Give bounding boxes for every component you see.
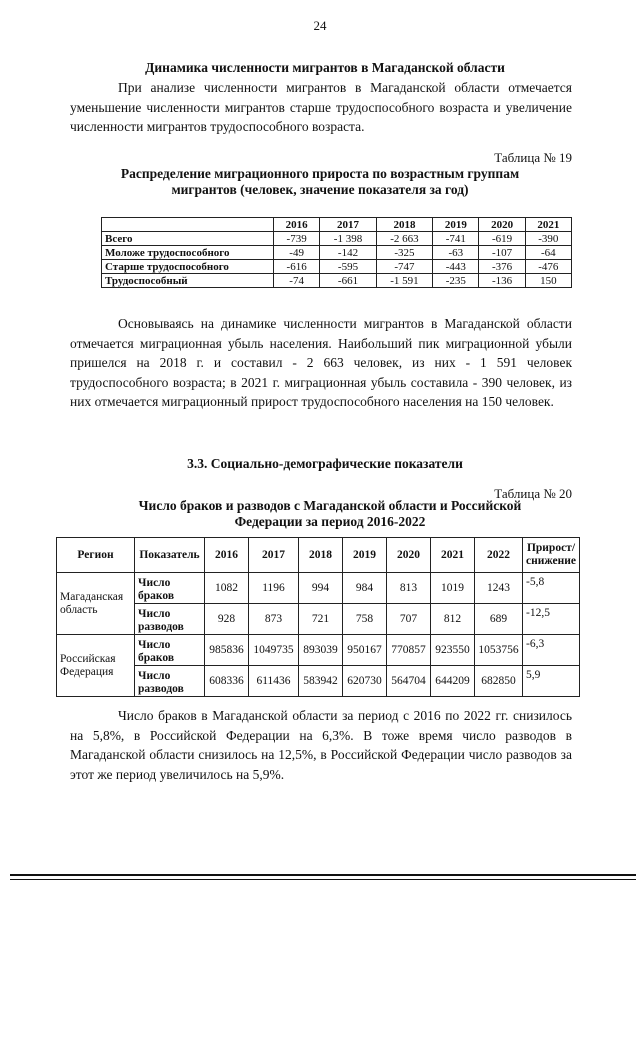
table-cell: 994 — [299, 573, 343, 604]
table-row — [57, 604, 580, 635]
marriage-divorce-table — [56, 537, 580, 697]
table-cell: 564704 — [386, 666, 430, 697]
table-cell: -741 — [433, 232, 479, 246]
table-cell: 984 — [343, 573, 387, 604]
table-header-row — [102, 218, 572, 232]
header-empty-cell — [102, 218, 274, 232]
table-cell: 721 — [299, 604, 343, 635]
indicator-cell: Число разводов — [135, 666, 205, 697]
header-change: Прирост/ снижение — [522, 538, 579, 573]
table-19-title: Распределение миграционного прироста по возрастным группам мигрантов (человек, значение показателя за год) — [120, 166, 520, 197]
table-row — [102, 260, 572, 274]
indicator-cell: Число разводов — [135, 604, 205, 635]
indicator-cell: Число браков — [135, 635, 205, 666]
table-cell: 1082 — [205, 573, 249, 604]
header-year: 2017 — [320, 218, 376, 232]
table-cell: -49 — [274, 246, 320, 260]
migration-table — [101, 217, 572, 288]
table-cell: -390 — [525, 232, 571, 246]
change-cell: 5,9 — [522, 666, 579, 697]
table-cell: 873 — [248, 604, 298, 635]
table-row — [57, 635, 580, 666]
change-cell: -12,5 — [522, 604, 579, 635]
header-year: 2018 — [376, 218, 432, 232]
table-row — [102, 232, 572, 246]
table-19-caption: Таблица № 19 — [494, 150, 572, 165]
header-year: 2017 — [248, 538, 298, 573]
table-cell: 928 — [205, 604, 249, 635]
footer-rule-thin — [10, 879, 636, 880]
table-cell: 620730 — [343, 666, 387, 697]
table-20-caption: Таблица № 20 — [494, 486, 572, 501]
table-cell: 583942 — [299, 666, 343, 697]
table-cell: -619 — [479, 232, 525, 246]
table-cell: -136 — [479, 274, 525, 288]
header-year: 2018 — [299, 538, 343, 573]
header-year: 2021 — [525, 218, 571, 232]
table-cell: 950167 — [343, 635, 387, 666]
table-cell: -443 — [433, 260, 479, 274]
paragraph-migration-analysis: Основываясь на динамике численности мигрантов в Магаданской области отмечается миграционная убыль населения. Наибольший пик миграционной убыли пришелся на 2018 г. и составил - 2 663 человек, из них - 1 591 человек трудоспособного возраста; в 2021 г. миграционная убыль составила - 390 человек, из них отмечается миграционный прирост трудоспособного населения на 150 человек. — [70, 316, 572, 409]
header-year: 2016 — [205, 538, 249, 573]
row-label: Трудоспособный — [102, 274, 274, 288]
table-cell: -376 — [479, 260, 525, 274]
region-cell: Магаданская область — [57, 573, 135, 635]
table-cell: -63 — [433, 246, 479, 260]
table-cell: -747 — [376, 260, 432, 274]
table-cell: -739 — [274, 232, 320, 246]
table-row — [102, 274, 572, 288]
table-cell: -142 — [320, 246, 376, 260]
header-year: 2021 — [430, 538, 474, 573]
table-cell: -616 — [274, 260, 320, 274]
table-cell: 611436 — [248, 666, 298, 697]
header-year: 2019 — [433, 218, 479, 232]
change-cell: -6,3 — [522, 635, 579, 666]
table-cell: -64 — [525, 246, 571, 260]
row-label: Старше трудоспособного — [102, 260, 274, 274]
region-cell: Российская Федерация — [57, 635, 135, 697]
header-year: 2020 — [386, 538, 430, 573]
section-heading-social-demographic: 3.3. Социально-демографические показатели — [187, 456, 463, 471]
row-label: Всего — [102, 232, 274, 246]
table-cell: 608336 — [205, 666, 249, 697]
header-indicator: Показатель — [135, 538, 205, 573]
table-cell: -74 — [274, 274, 320, 288]
table-cell: 813 — [386, 573, 430, 604]
table-cell: 1049735 — [248, 635, 298, 666]
table-cell: -595 — [320, 260, 376, 274]
table-cell: -2 663 — [376, 232, 432, 246]
table-cell: -107 — [479, 246, 525, 260]
table-cell: 923550 — [430, 635, 474, 666]
table-cell: -235 — [433, 274, 479, 288]
table-cell: -1 398 — [320, 232, 376, 246]
table-cell: 707 — [386, 604, 430, 635]
table-header-row — [57, 538, 580, 573]
row-label: Моложе трудоспособного — [102, 246, 274, 260]
table-cell: 682850 — [474, 666, 522, 697]
table-cell: 985836 — [205, 635, 249, 666]
table-cell: -325 — [376, 246, 432, 260]
table-cell: 150 — [525, 274, 571, 288]
change-cell: -5,8 — [522, 573, 579, 604]
table-cell: -661 — [320, 274, 376, 288]
paragraph-marriage-summary: Число браков в Магаданской области за период с 2016 по 2022 гг. снизилось на 5,8%, в Российской Федерации на 6,3%. В тоже время число разводов в Магаданской области снизилось на 12,5%, в Российской Федерации число разводов за этот же период увеличилось на 5,9%. — [70, 708, 572, 782]
table-cell: 1196 — [248, 573, 298, 604]
footer-rule — [10, 874, 636, 876]
header-year: 2022 — [474, 538, 522, 573]
table-cell: 1019 — [430, 573, 474, 604]
header-region: Регион — [57, 538, 135, 573]
table-row — [57, 666, 580, 697]
table-cell: 770857 — [386, 635, 430, 666]
table-cell: -476 — [525, 260, 571, 274]
page-number: 24 — [313, 18, 327, 33]
table-20-title: Число браков и разводов с Магаданской области и Российской Федерации за период 2016-2022 — [138, 498, 522, 529]
section-title-migrants: Динамика численности мигрантов в Магаданской области — [145, 60, 505, 75]
indicator-cell: Число браков — [135, 573, 205, 604]
table-cell: 1243 — [474, 573, 522, 604]
table-cell: 758 — [343, 604, 387, 635]
header-year: 2019 — [343, 538, 387, 573]
table-cell: 893039 — [299, 635, 343, 666]
table-cell: 1053756 — [474, 635, 522, 666]
table-row — [57, 573, 580, 604]
table-cell: 644209 — [430, 666, 474, 697]
table-row — [102, 246, 572, 260]
header-year: 2016 — [274, 218, 320, 232]
table-cell: 812 — [430, 604, 474, 635]
header-year: 2020 — [479, 218, 525, 232]
paragraph-migrants-intro: При анализе численности мигрантов в Магаданской области отмечается уменьшение численности мигрантов старше трудоспособного возраста и увеличение численности мигрантов трудоспособного возраста. — [70, 80, 572, 134]
table-cell: -1 591 — [376, 274, 432, 288]
table-cell: 689 — [474, 604, 522, 635]
